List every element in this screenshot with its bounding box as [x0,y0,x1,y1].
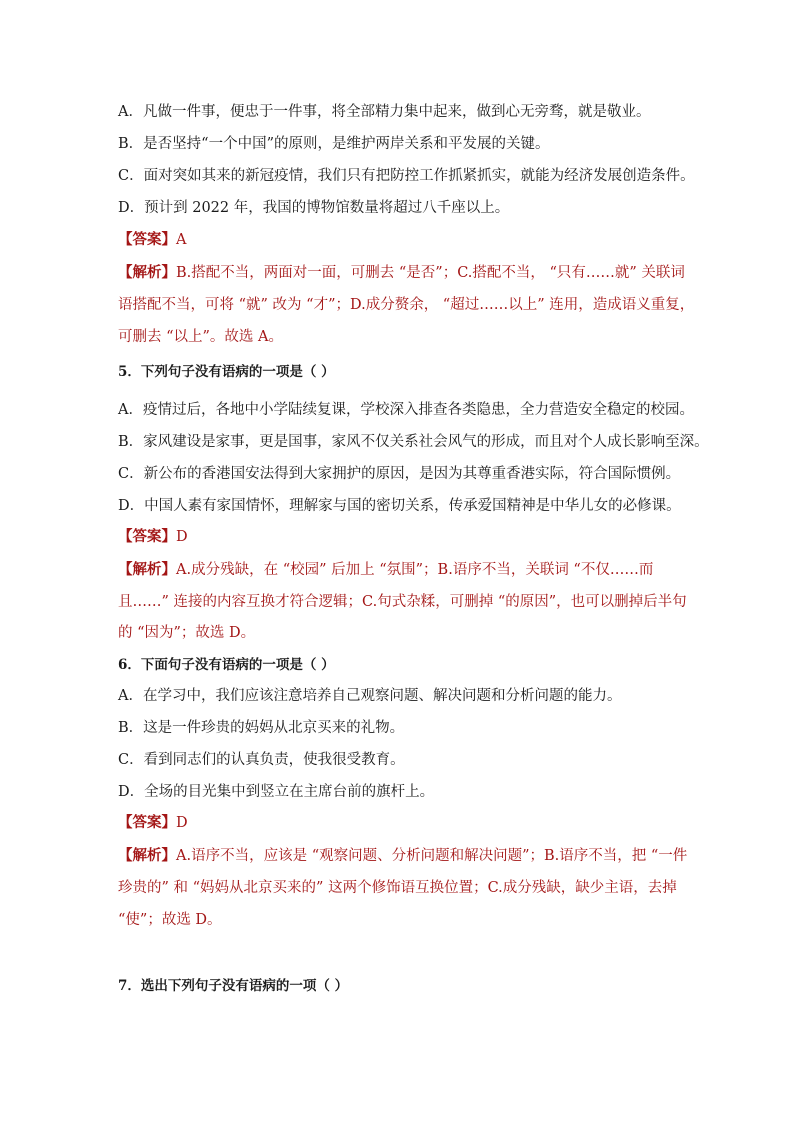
q4-option-b: B．是否坚持“一个中国”的原则，是维护两岸关系和平发展的关键。 [118,136,550,152]
q5-option-c: C．新公布的香港国安法得到大家拥护的原因，是因为其尊重香港实际，符合国际惯例。 [118,466,681,482]
answer-tag: 【答案】 [118,528,176,545]
q5-analysis-line-1 [118,560,653,580]
q6-answer [118,813,188,833]
q4-option-c: C．面对突如其来的新冠疫情，我们只有把防控工作抓紧抓实，就能为经济发展创造条件。 [118,168,695,184]
q4-option-d: D．预计到 2022 年，我国的博物馆数量将超过八千座以上。 [118,200,510,216]
q6-option-a: A．在学习中，我们应该注意培养自己观察问题、解决问题和分析问题的能力。 [118,688,622,704]
analysis-text: B.搭配不当，两面对一面，可删去 “是否”；C.搭配不当， “只有……就” 关联词 [176,265,685,281]
q5-answer [118,527,188,547]
q6-analysis-line-2: 珍贵的” 和 “妈妈从北京买来的” 这两个修饰语互换位置；C.成分残缺，缺少主语，去掉 [118,880,677,896]
q6-question: 6．下面句子没有语病的一项是（ ） [118,657,335,673]
q7-question: 7．选出下列句子没有语病的一项（ ） [118,978,349,994]
answer-tag: 【答案】 [118,814,176,831]
q5-option-d: D．中国人素有家国情怀，理解家与国的密切关系，传承爱国精神是中华儿女的必修课。 [118,498,681,514]
analysis-tag: 【解析】 [118,561,176,578]
q5-analysis-line-3: 的 “因为”；故选 D。 [118,625,256,641]
analysis-tag: 【解析】 [118,847,176,864]
q6-analysis-line-1 [118,846,687,866]
q5-option-b: B．家风建设是家事，更是国事，家风不仅关系社会风气的形成，而且对个人成长影响至深。 [118,434,709,450]
q5-option-a: A．疫情过后，各地中小学陆续复课，学校深入排查各类隐患，全力营造安全稳定的校园。 [118,402,694,418]
analysis-text: A.语序不当，应该是 “观察问题、分析问题和解决问题”；B.语序不当，把 “一件 [176,848,688,864]
q5-question: 5．下列句子没有语病的一项是（ ） [118,364,335,380]
q4-analysis-line-2: 语搭配不当，可将 “就” 改为 “才”；D.成分赘余， “超过……以上” 连用，造成语义重复， [118,297,695,313]
answer-value: A [176,232,187,248]
q6-option-b: B．这是一件珍贵的妈妈从北京买来的礼物。 [118,720,405,736]
q6-analysis-line-3: “使”；故选 D。 [118,912,222,928]
q4-option-a: A．凡做一件事，便忠于一件事，将全部精力集中起来，做到心无旁骛，就是敬业。 [118,104,651,120]
answer-value: D [176,529,188,545]
analysis-text: A.成分残缺，在 “校园” 后加上 “氛围”；B.语序不当，关联词 “不仅……而 [176,562,654,578]
q4-answer [118,230,186,250]
q6-option-c: C．看到同志们的认真负责，使我很受教育。 [118,752,405,768]
analysis-tag: 【解析】 [118,264,176,281]
q4-analysis-line-1 [118,263,685,283]
q5-analysis-line-2: 且……” 连接的内容互换才符合逻辑；C.句式杂糅，可删掉 “的原因”，也可以删掉后半句 [118,594,687,610]
q4-analysis-line-3: 可删去 “以上”。故选 A。 [118,329,284,345]
answer-tag: 【答案】 [118,231,176,248]
answer-value: D [176,815,188,831]
q6-option-d: D．全场的目光集中到竖立在主席台前的旗杆上。 [118,784,435,800]
